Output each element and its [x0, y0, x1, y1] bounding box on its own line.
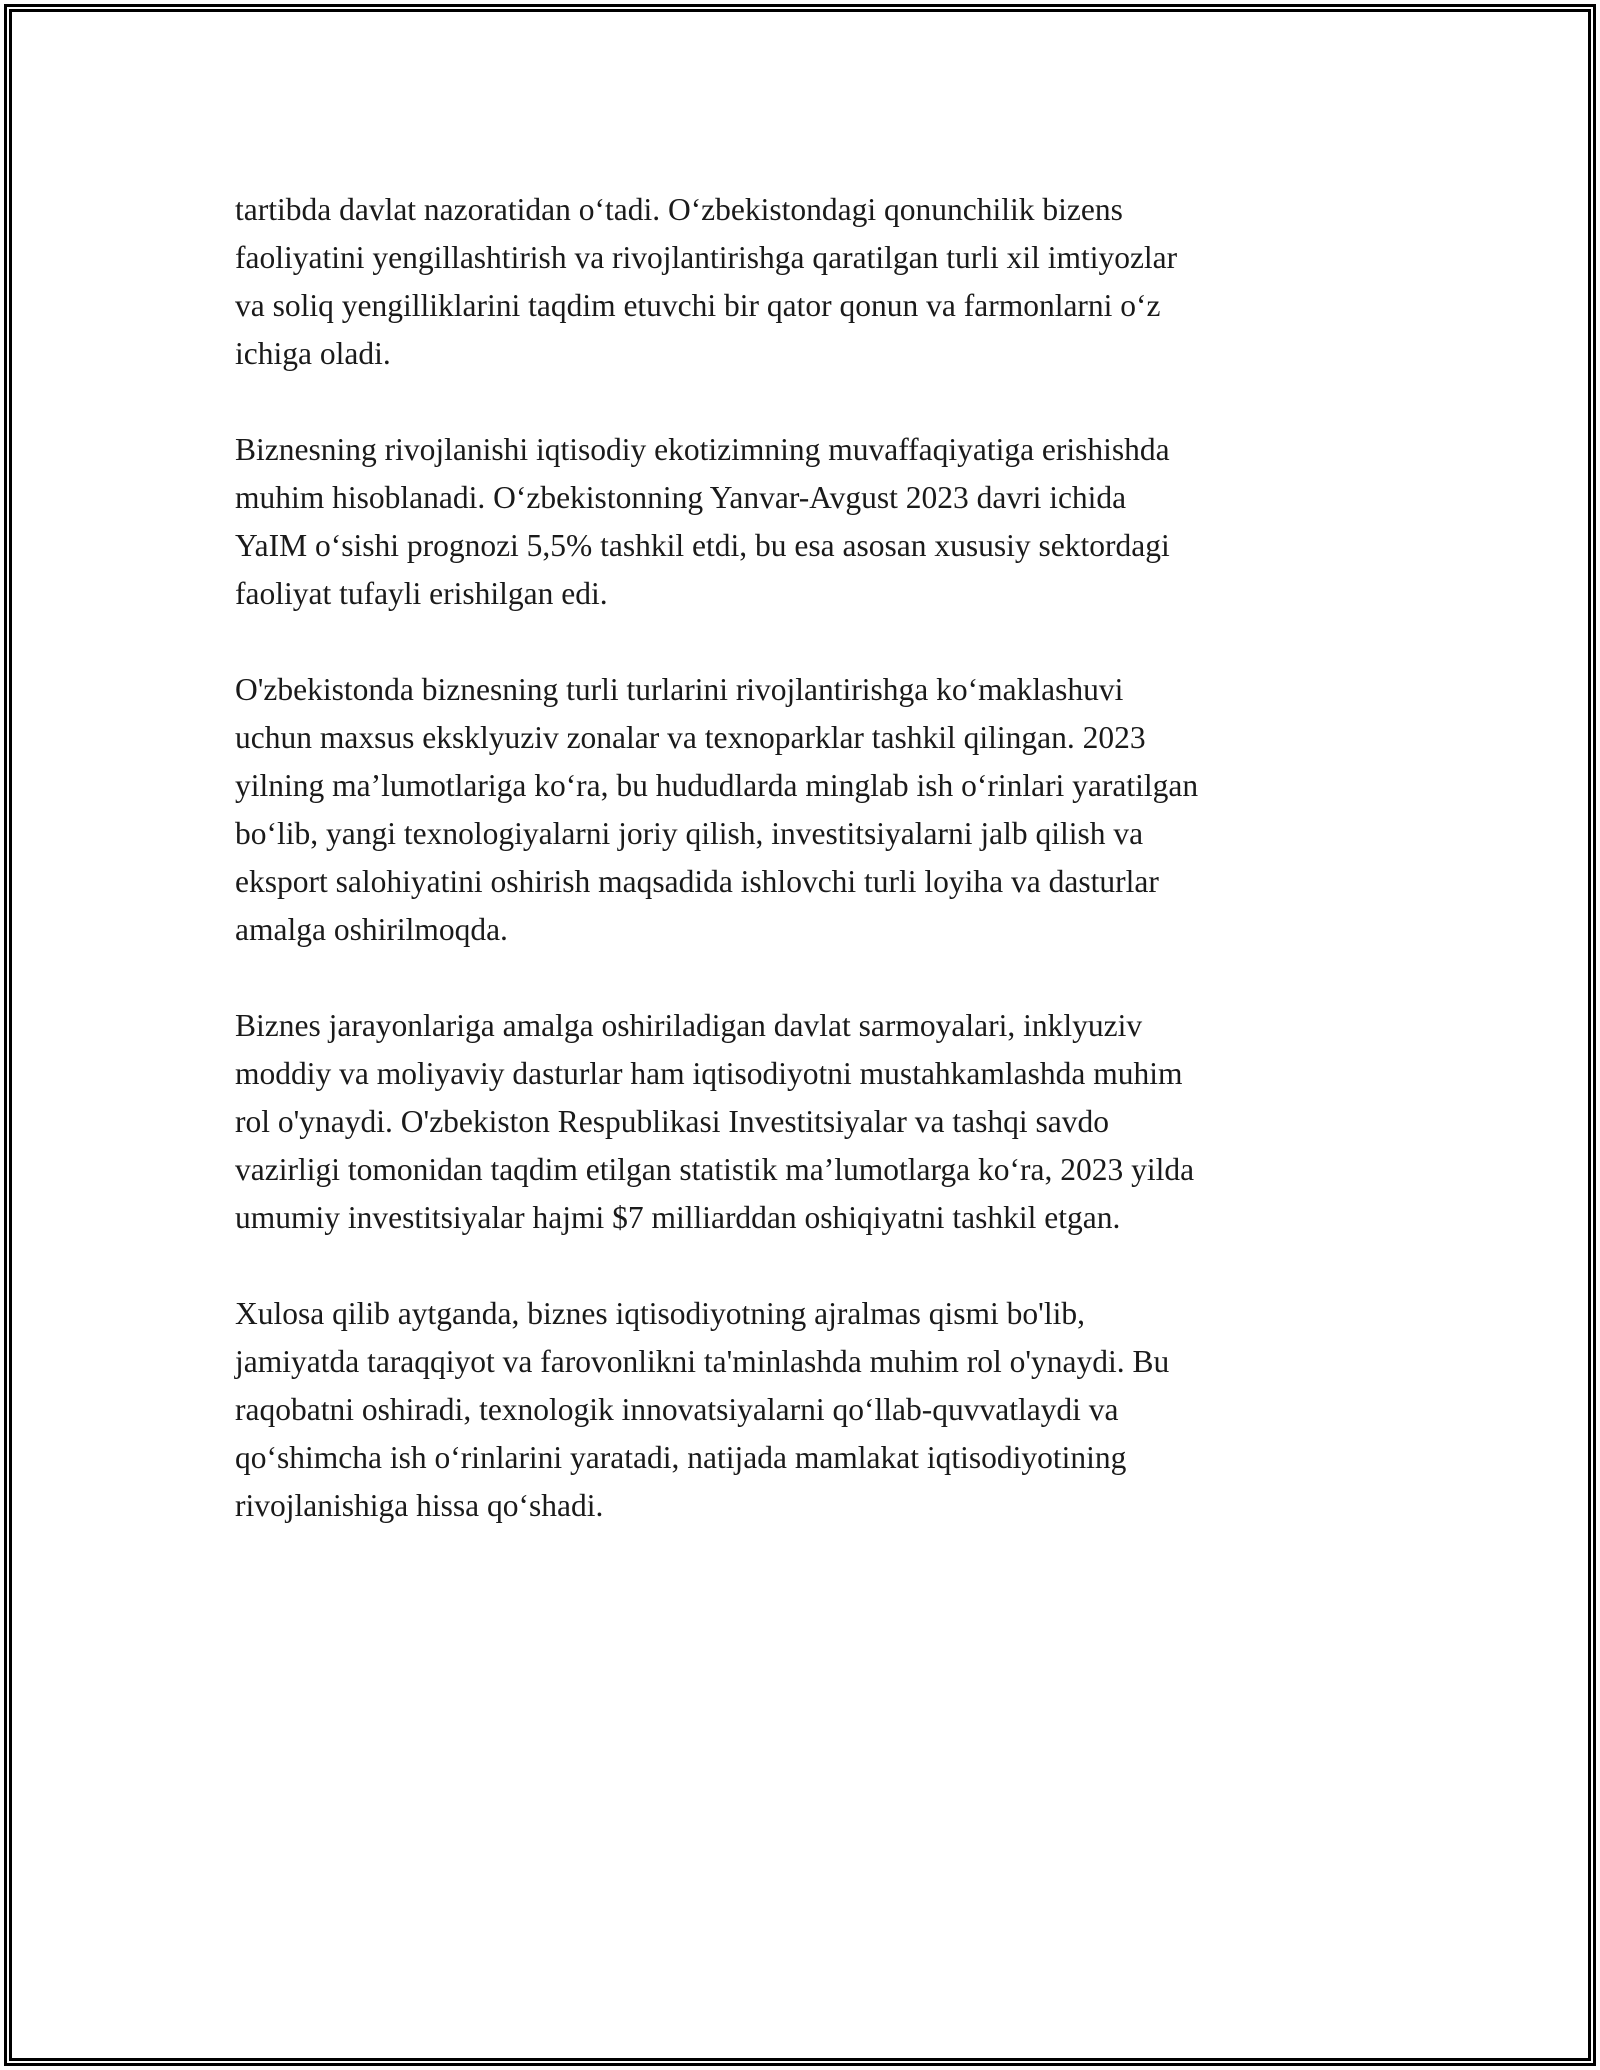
paragraph-4: Biznes jarayonlariga amalga oshiriladigan davlat sarmoyalari, inklyuziv moddiy va moliyaviy dasturlar ham iqtisodiyotni mustahkamlashda muhim rol o'ynaydi. O'zbekiston Respublikasi Investitsiyalar va tashqi savdo vazirligi tomonidan taqdim etilgan statistik ma’lumotlarga ko‘ra, 2023 yilda umumiy investitsiyalar hajmi $7 milliarddan oshiqiyatni tashkil etgan. [235, 1008, 1195, 1235]
paragraph-3: O'zbekistonda biznesning turli turlarini rivojlantirishga ko‘maklashuvi uchun maxsus eksklyuziv zonalar va texnoparklar tashkil qilingan. 2023 yilning ma’lumotlariga ko‘ra, bu hududlarda minglab ish o‘rinlari yaratilgan bo‘lib, yangi texnologiyalarni joriy qilish, investitsiyalarni jalb qilish va eksport salohiyatini oshirish maqsadida ishlovchi turli loyiha va dasturlar amalga oshirilmoqda. [235, 672, 1199, 947]
paragraph-2: Biznesning rivojlanishi iqtisodiy ekotizimning muvaffaqiyatiga erishishda muhim hisoblanadi. O‘zbekistonning Yanvar-Avgust 2023 davri ichida YaIM o‘sishi prognozi 5,5% tashkil etdi, bu esa asosan xususiy sektordagi faoliyat tufayli erishilgan edi. [235, 432, 1170, 611]
document-body [235, 186, 1375, 1578]
paragraph-5: Xulosa qilib aytganda, biznes iqtisodiyotning ajralmas qismi bo'lib, jamiyatda taraqqiyot va farovonlikni ta'minlashda muhim rol o'ynaydi. Bu raqobatni oshiradi, texnologik innovatsiyalarni qo‘llab-quvvatlaydi va qo‘shimcha ish o‘rinlarini yaratadi, natijada mamlakat iqtisodiyotining rivojlanishiga hissa qo‘shadi. [235, 1296, 1170, 1523]
paragraph-1: tartibda davlat nazoratidan o‘tadi. O‘zbekistondagi qonunchilik bizens faoliyatini yengillashtirish va rivojlantirishga qaratilgan turli xil imtiyozlar va soliq yengilliklarini taqdim etuvchi bir qator qonun va farmonlarni o‘z ichiga oladi. [235, 192, 1178, 371]
